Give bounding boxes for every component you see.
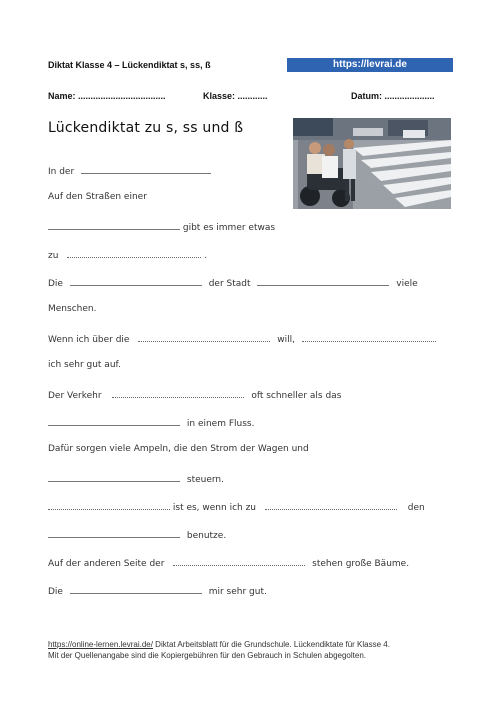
line-15-end: stehen große Bäume.: [312, 559, 410, 569]
line-2: [48, 192, 147, 202]
date-field: [351, 91, 435, 101]
site-banner[interactable]: https://levrai.de: [287, 58, 453, 72]
line-13-mid: ist es, wenn ich zu: [172, 503, 257, 513]
line-8: [48, 360, 121, 370]
line-13: [48, 500, 425, 513]
line-11-text: Dafür sorgen viele Ampeln, die den Strom der Wagen und: [48, 444, 309, 454]
line-6: [48, 304, 96, 314]
line-12-text: steuern.: [186, 475, 224, 485]
line-5-mid: der Stadt: [208, 279, 251, 289]
line-3-text: gibt es immer etwas: [182, 223, 276, 233]
footer-line-2: Mit der Quellenangabe sind die Kopiergebühren für den Gebrauch in Schulen abgegolten.: [48, 651, 366, 660]
line-15-text: Auf der anderen Seite der: [48, 559, 165, 569]
line-4: [48, 248, 207, 261]
street-photo-image: [293, 118, 451, 209]
worksheet-title: Lückendiktat zu s, ss und ß: [48, 120, 244, 136]
blank-3[interactable]: [67, 248, 201, 258]
line-4-text: zu: [48, 251, 59, 261]
footer-line-1-text: Diktat Arbeitsblatt für die Grundschule. Lückendiktate für Klasse 4.: [152, 640, 390, 649]
blank-2[interactable]: [48, 220, 180, 230]
date-label: Datum:: [351, 91, 382, 101]
date-dots: ....................: [384, 91, 435, 101]
blank-8[interactable]: [112, 388, 244, 398]
blank-1[interactable]: [81, 164, 211, 174]
blank-5[interactable]: [257, 276, 389, 286]
blank-6[interactable]: [138, 332, 270, 342]
line-16-end: mir sehr gut.: [208, 587, 267, 597]
worksheet-header-title: Diktat Klasse 4 – Lückendiktat s, ss, ß: [48, 60, 211, 70]
footer-link[interactable]: https://online-lernen.levrai.de/: [48, 640, 153, 649]
line-5-end: viele: [396, 279, 418, 289]
line-1: [48, 164, 211, 177]
line-9-end: oft schneller als das: [251, 391, 342, 401]
blank-15[interactable]: [70, 584, 202, 594]
blank-11[interactable]: [48, 500, 170, 510]
line-8-text: ich sehr gut auf.: [48, 360, 121, 370]
line-15: [48, 556, 409, 569]
class-dots: ............: [237, 91, 268, 101]
blank-7[interactable]: [302, 332, 436, 342]
line-6-text: Menschen.: [48, 304, 97, 314]
class-label: Klasse:: [203, 91, 236, 101]
line-1-text: In der: [48, 167, 75, 177]
line-14: [48, 528, 226, 541]
blank-12[interactable]: [265, 500, 397, 510]
blank-4[interactable]: [70, 276, 202, 286]
line-10: [48, 416, 254, 429]
line-3: [48, 220, 275, 233]
line-10-text: in einem Fluss.: [186, 419, 255, 429]
line-16: [48, 584, 267, 597]
name-dots: ...................................: [78, 91, 166, 101]
line-9: [48, 388, 341, 401]
line-4-end: .: [204, 251, 208, 261]
line-12: [48, 472, 224, 485]
line-9-text: Der Verkehr: [48, 391, 102, 401]
line-16-text: Die: [48, 587, 63, 597]
blank-10[interactable]: [48, 472, 180, 482]
line-11: [48, 444, 309, 454]
class-field: [203, 91, 268, 101]
line-7: [48, 332, 436, 345]
line-13-end: den: [407, 503, 425, 513]
blank-14[interactable]: [173, 556, 305, 566]
line-5-text: Die: [48, 279, 63, 289]
line-7-text: Wenn ich über die: [48, 335, 130, 345]
blank-13[interactable]: [48, 528, 180, 538]
name-label: Name:: [48, 91, 76, 101]
line-14-text: benutze.: [186, 531, 227, 541]
blank-9[interactable]: [48, 416, 180, 426]
line-5: [48, 276, 418, 289]
name-field: [48, 91, 166, 101]
footer-line-1: [48, 640, 390, 649]
street-photo: [293, 118, 451, 209]
line-2-text: Auf den Straßen einer: [48, 192, 147, 202]
line-7-mid: will,: [277, 335, 295, 345]
